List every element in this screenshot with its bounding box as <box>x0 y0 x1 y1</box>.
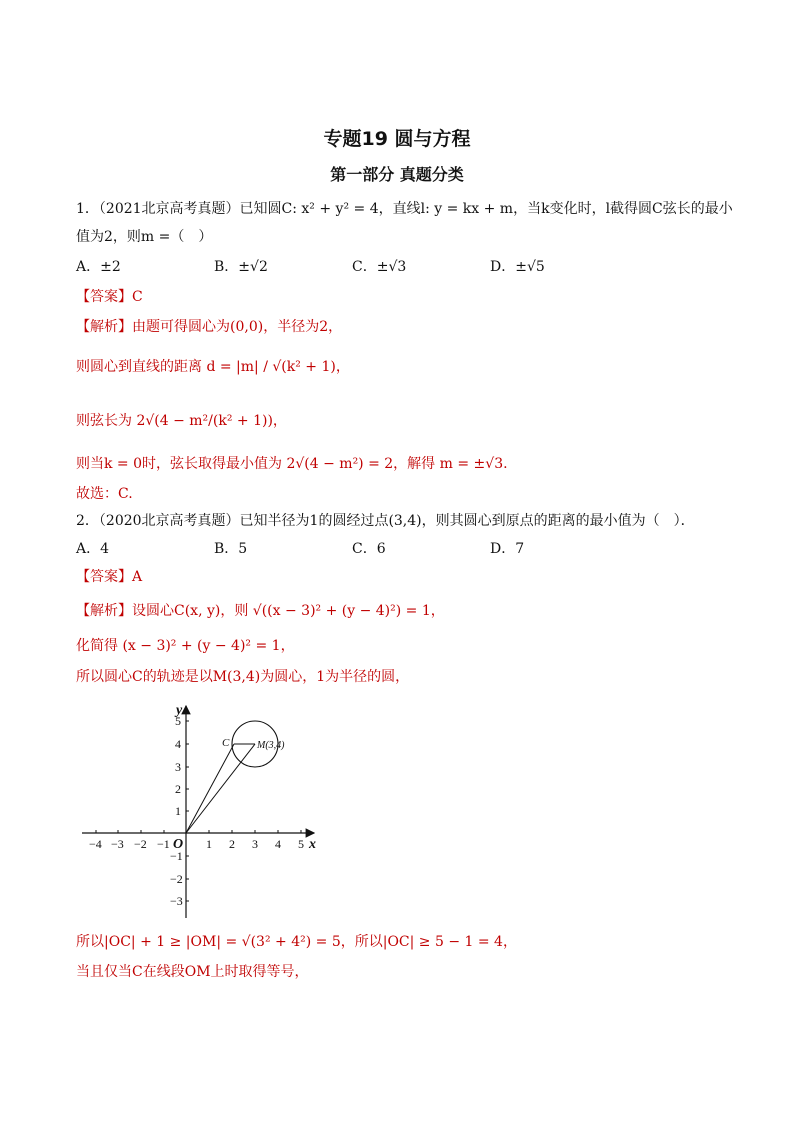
point-c-label: C <box>222 737 230 749</box>
x-tick-label: −3 <box>111 837 124 851</box>
x-tick-label: 4 <box>275 837 281 851</box>
q1-answer-line <box>76 288 143 306</box>
q1-option-d: D．±√5 <box>490 259 545 275</box>
y-axis-label: y <box>176 703 183 718</box>
q1-analysis-line2: 则圆心到直线的距离 d = |m| / √(k² + 1)， <box>76 359 350 375</box>
point-m-label: M(3,4) <box>257 740 285 751</box>
q2-option-c: C．6 <box>352 541 386 557</box>
q2-option-a: A．4 <box>76 541 110 557</box>
y-tick-label: 3 <box>175 760 181 774</box>
q1-stem-line2: 值为2，则m =（ ） <box>76 229 213 245</box>
q2-option-b: B．5 <box>214 541 248 557</box>
y-tick-label: 5 <box>175 714 181 728</box>
q1-analysis-line3: 则弦长为 2√(4 − m²/(k² + 1))， <box>76 413 287 429</box>
x-tick-label: 2 <box>229 837 235 851</box>
y-tick-label: 1 <box>175 804 181 818</box>
q1-option-c: C．±√3 <box>352 259 407 275</box>
q2-analysis-line5: 当且仅当C在线段OM上时取得等号， <box>76 964 309 980</box>
q1-options <box>76 258 726 276</box>
x-tick-label: −4 <box>89 837 102 851</box>
y-tick-label: −1 <box>170 849 183 863</box>
q1-analysis-line1 <box>76 318 342 336</box>
segment-oc <box>186 744 234 833</box>
x-axis-label: x <box>309 837 316 852</box>
q1-analysis-text1: 由题可得圆心为(0,0)，半径为2， <box>132 319 343 335</box>
x-tick-label: −1 <box>157 837 170 851</box>
q1-answer-tag: 【答案】 <box>76 289 132 305</box>
coordinate-figure <box>76 700 326 925</box>
section-title: 第一部分 真题分类 <box>330 165 464 184</box>
y-tick-label: −2 <box>170 872 183 886</box>
q2-analysis-tag: 【解析】 <box>76 603 132 619</box>
q2-answer-value: A <box>132 569 143 585</box>
y-tick-label: −3 <box>170 894 183 908</box>
q2-answer-tag: 【答案】 <box>76 569 132 585</box>
q2-analysis-line2: 化简得 (x − 3)² + (y − 4)² = 1， <box>76 638 295 654</box>
segment-om <box>186 744 255 833</box>
y-tick-label: 4 <box>175 737 181 751</box>
q2-analysis-line4: 所以|OC| + 1 ≥ |OM| = √(3² + 4²) = 5，所以|OC| ≥ 5 − 1 = 4， <box>76 934 517 950</box>
q2-analysis-text1: 设圆心C(x, y)，则 √((x − 3)² + (y − 4)²) = 1， <box>132 603 445 619</box>
q1-answer-value: C <box>132 289 143 305</box>
x-tick-label: 5 <box>298 837 304 851</box>
q1-stem-line1: 1．（2021北京高考真题）已知圆C: x² + y² = 4，直线l: y = kx + m，当k变化时，l截得圆C弦长的最小 <box>76 201 733 217</box>
q2-analysis-line3: 所以圆心C的轨迹是以M(3,4)为圆心，1为半径的圆， <box>76 669 410 685</box>
page-title: 专题19 圆与方程 <box>323 128 471 150</box>
origin-label: O <box>173 837 184 852</box>
q1-conclusion: 故选：C. <box>76 486 133 502</box>
q1-analysis-tag: 【解析】 <box>76 319 132 335</box>
q1-option-a: A．±2 <box>76 259 121 275</box>
q2-option-d: D．7 <box>490 541 525 557</box>
x-tick-label: 1 <box>206 837 212 851</box>
q2-analysis-line1 <box>76 602 445 620</box>
x-tick-label: −2 <box>134 837 147 851</box>
q2-stem: 2．（2020北京高考真题）已知半径为1的圆经过点(3,4)，则其圆心到原点的距离的最小值为（ ）． <box>76 513 695 529</box>
y-tick-label: 2 <box>175 782 181 796</box>
q2-answer-line <box>76 568 142 586</box>
q2-options <box>76 540 726 558</box>
q1-analysis-line4: 则当k = 0时，弦长取得最小值为 2√(4 − m²) = 2，解得 m = ±√3. <box>76 456 508 472</box>
q1-option-b: B．±√2 <box>214 259 268 275</box>
x-tick-label: 3 <box>252 837 258 851</box>
